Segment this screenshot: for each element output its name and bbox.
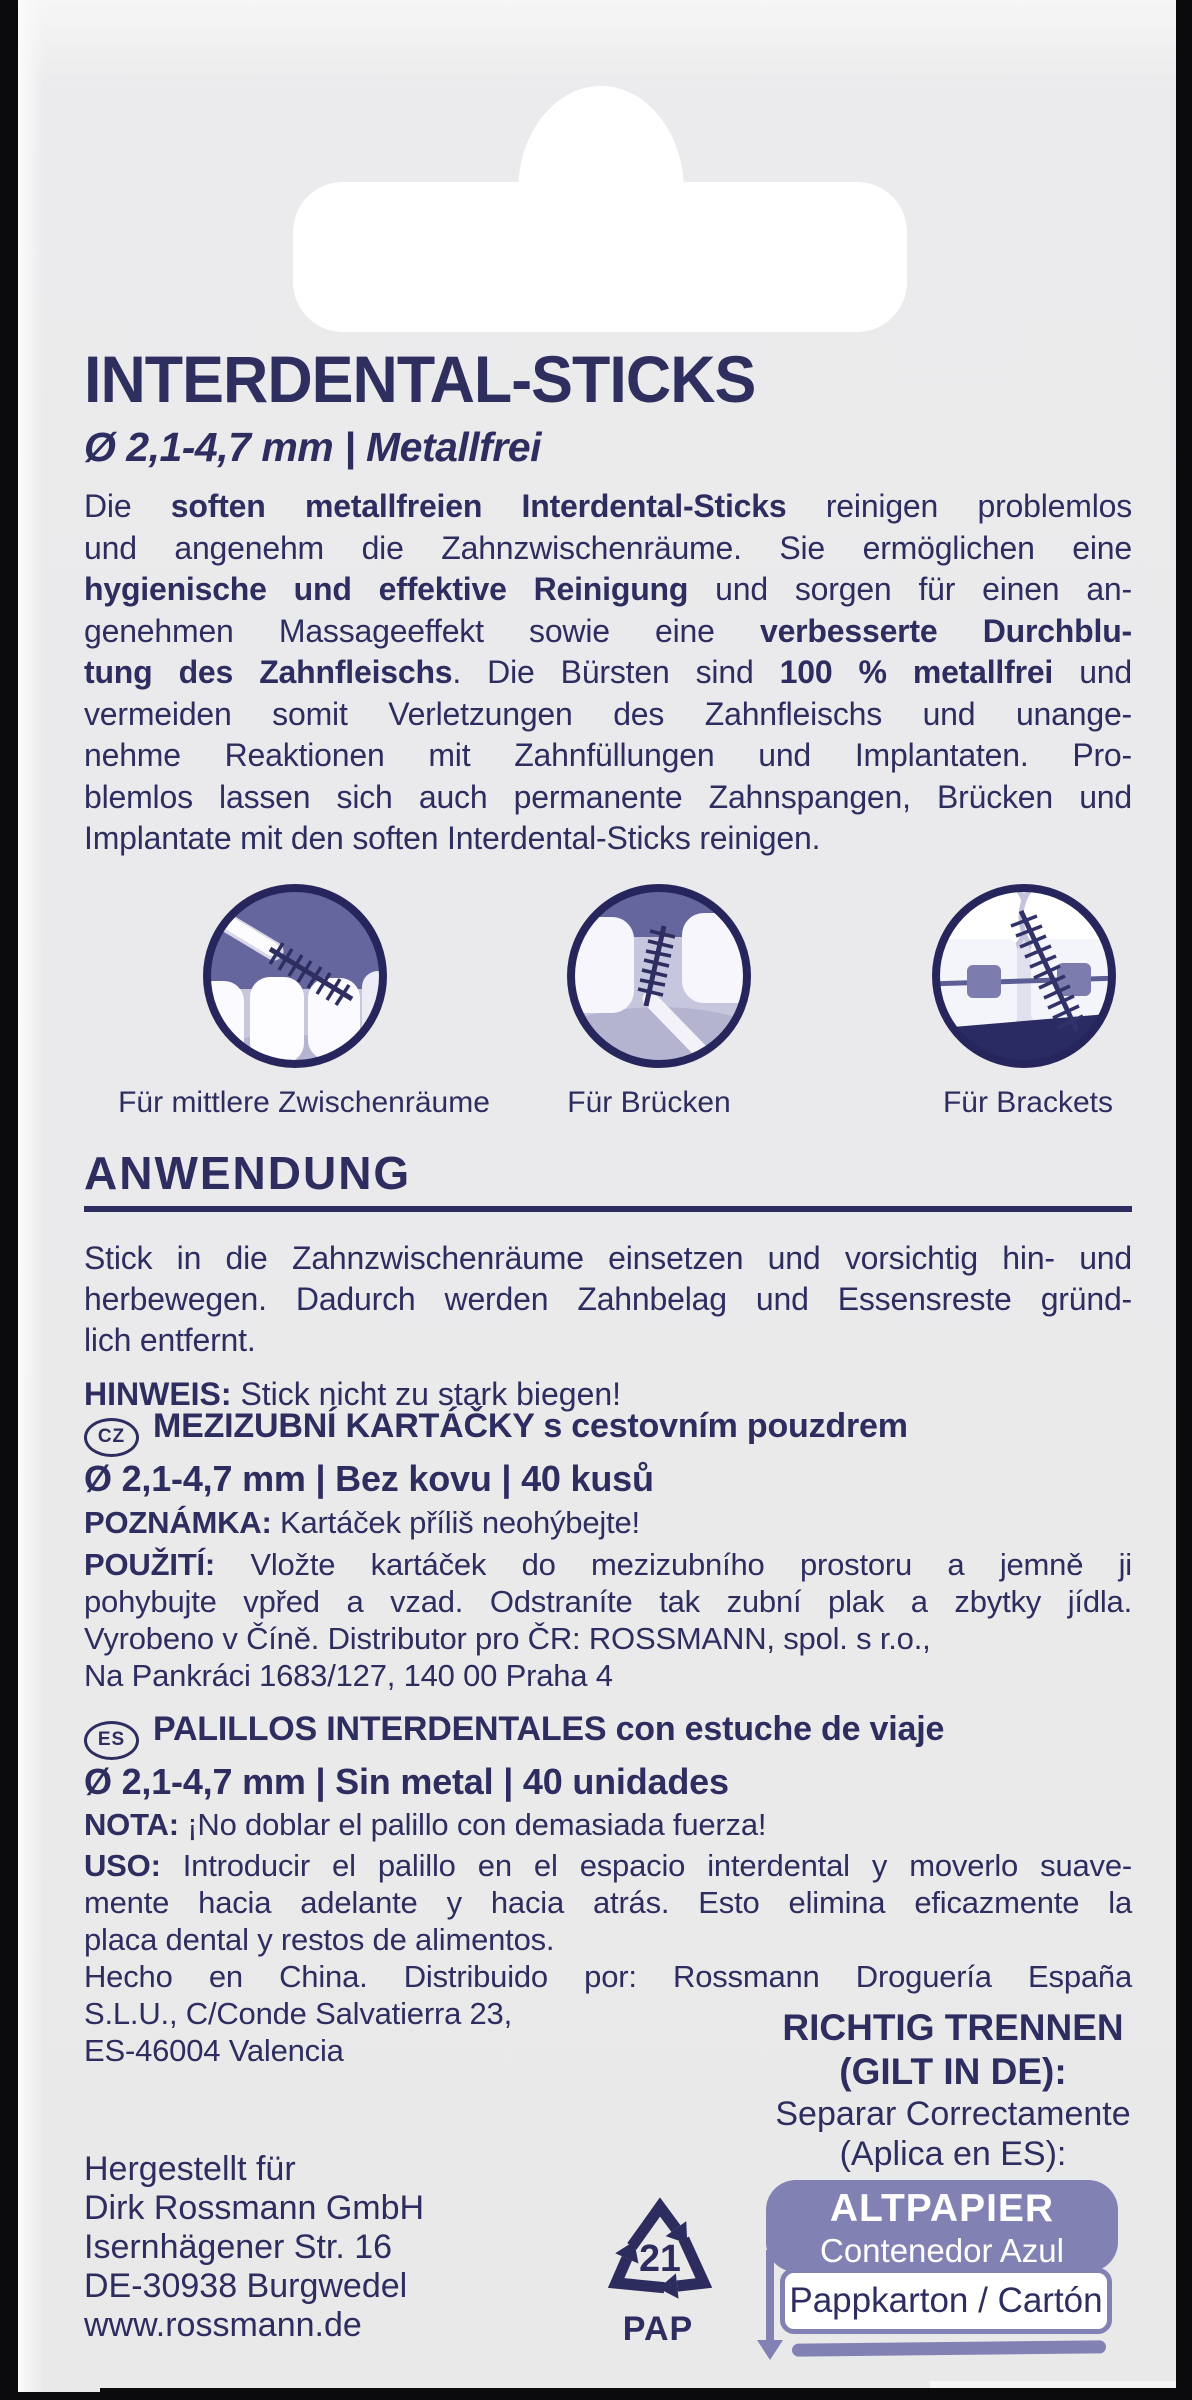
intro-line: vermeiden somit Verletzungen des Zahnfleischs und unange- — [84, 695, 1132, 732]
waste-separation-block — [753, 2006, 1153, 2174]
address-line: Isernhägener Str. 16 — [84, 2228, 393, 2266]
address-line: Dirk Rossmann GmbH — [84, 2189, 425, 2227]
czech-spec: Ø 2,1-4,7 mm | Bez kovu | 40 kusů — [84, 1458, 654, 1499]
czech-heading: CZ MEZIZUBNÍ KARTÁČKY s cestovním pouzdrem — [84, 1402, 1132, 1457]
address-line: DE-30938 Burgwedel — [84, 2267, 408, 2305]
altpapier-label: ALTPAPIER — [829, 2187, 1055, 2230]
usage-note: HINWEIS: Stick nicht zu stark biegen! — [84, 1376, 622, 1412]
intro-line: und angenehm die Zahnzwischenräume. Sie ermöglichen eine — [84, 529, 1132, 566]
photo-bottom-shadow — [100, 2388, 1192, 2400]
czech-use-line: pohybujte vpřed a vzad. Odstraníte tak zubní plak a zbytky jídla. — [84, 1584, 1132, 1619]
separation-subtitle: (Aplica en ES): — [839, 2135, 1067, 2173]
spanish-distributor-line: ES-46004 Valencia — [84, 2033, 344, 2068]
feature-caption: Für mittlere Zwischenräume — [118, 1086, 490, 1119]
es-language-icon: ES — [84, 1721, 139, 1760]
intro-paragraph — [84, 486, 1132, 860]
interdental-spaces-illustration-icon — [200, 881, 390, 1071]
paper-recycling-header — [766, 2180, 1118, 2272]
cz-language-icon: CZ — [84, 1418, 139, 1457]
czech-distributor-line: Vyrobeno v Číně. Distributor pro ČR: ROSSMANN, spol. s r.o., — [84, 1621, 931, 1656]
czech-note: POZNÁMKA: Kartáček příliš neohýbejte! — [84, 1505, 640, 1540]
usage-line: herbewegen. Dadurch werden Zahnbelag und Essensreste gründ- — [84, 1281, 1132, 1317]
spanish-use-line: mente hacia adelante y hacia atrás. Esto elimina eficazmente la — [84, 1885, 1132, 1920]
material-label: Pappkarton / Cartón — [780, 2268, 1112, 2334]
usage-line: lich entfernt. — [84, 1322, 256, 1358]
intro-line: nehme Reaktionen mit Zahnfüllungen und Implantaten. Pro- — [84, 737, 1132, 773]
spanish-note: NOTA: ¡No doblar el palillo con demasiada fuerza! — [84, 1807, 767, 1842]
spanish-use-line: USO: Introducir el palillo en el espacio interdental y moverlo suave- — [84, 1848, 1132, 1883]
separation-subtitle: Separar Correctamente — [775, 2095, 1131, 2133]
product-title: INTERDENTAL-STICKS — [84, 342, 756, 416]
contenedor-label: Contenedor Azul — [819, 2232, 1064, 2269]
usage-paragraph — [84, 1238, 1132, 1361]
feature-caption: Für Brackets — [942, 1086, 1114, 1119]
spanish-heading: ES PALILLOS INTERDENTALES con estuche de viaje — [84, 1706, 1132, 1760]
intro-line: tung des Zahnfleischs. Die Bürsten sind 100 % metallfrei und — [84, 654, 1132, 690]
spanish-distributor-line: S.L.U., C/Conde Salvatierra 23, — [84, 1996, 513, 2031]
underline-swoosh — [792, 2340, 1106, 2356]
heading-divider — [84, 1206, 1132, 1212]
intro-line: Implantate mit den soften Interdental-Sticks reinigen. — [84, 820, 821, 856]
recycling-triangle-icon — [594, 2192, 726, 2314]
hanger-slot-cutout — [293, 182, 907, 332]
intro-line: Die soften metallfreien Interdental-Sticks reinigen problemlos — [84, 488, 1132, 524]
package-back-panel — [18, 0, 1176, 2392]
spanish-distributor-line: Hecho en China. Distribuido por: Rossmann Droguería España — [84, 1959, 1132, 1994]
spanish-spec: Ø 2,1-4,7 mm | Sin metal | 40 unidades — [84, 1761, 729, 1802]
address-line: Hergestellt für — [84, 2150, 296, 2188]
feature-caption: Für Brücken — [567, 1086, 731, 1119]
svg-text:21: 21 — [639, 2236, 681, 2279]
separation-title: RICHTIG TRENNEN — [782, 2007, 1124, 2048]
usage-heading: ANWENDUNG — [84, 1147, 412, 1199]
brackets-illustration-icon — [929, 881, 1119, 1071]
paper-recycling-box — [766, 2180, 1120, 2380]
intro-line: blemlos lassen sich auch permanente Zahnspangen, Brücken und — [84, 778, 1132, 815]
czech-section — [84, 1402, 1132, 1694]
intro-line: genehmen Massageeffekt sowie eine verbesserte Durchblu- — [84, 612, 1132, 649]
sorting-arrow-head-icon — [757, 2340, 783, 2360]
website-url: www.rossmann.de — [84, 2306, 362, 2344]
separation-title: (GILT IN DE): — [839, 2051, 1067, 2092]
bridges-illustration-icon — [564, 881, 754, 1071]
product-subtitle: Ø 2,1-4,7 mm | Metallfrei — [84, 424, 541, 470]
czech-use-line: POUŽITÍ: Vložte kartáček do mezizubního prostoru a jemně ji — [84, 1547, 1132, 1582]
intro-line: hygienische und effektive Reinigung und sorgen für einen an- — [84, 571, 1132, 607]
spanish-use-line: placa dental y restos de alimentos. — [84, 1922, 555, 1957]
usage-line: Stick in die Zahnzwischenräume einsetzen und vorsichtig hin- und — [84, 1240, 1132, 1276]
recycling-material-code: PAP — [622, 2310, 694, 2348]
czech-distributor-line: Na Pankráci 1683/127, 140 00 Praha 4 — [84, 1658, 613, 1693]
